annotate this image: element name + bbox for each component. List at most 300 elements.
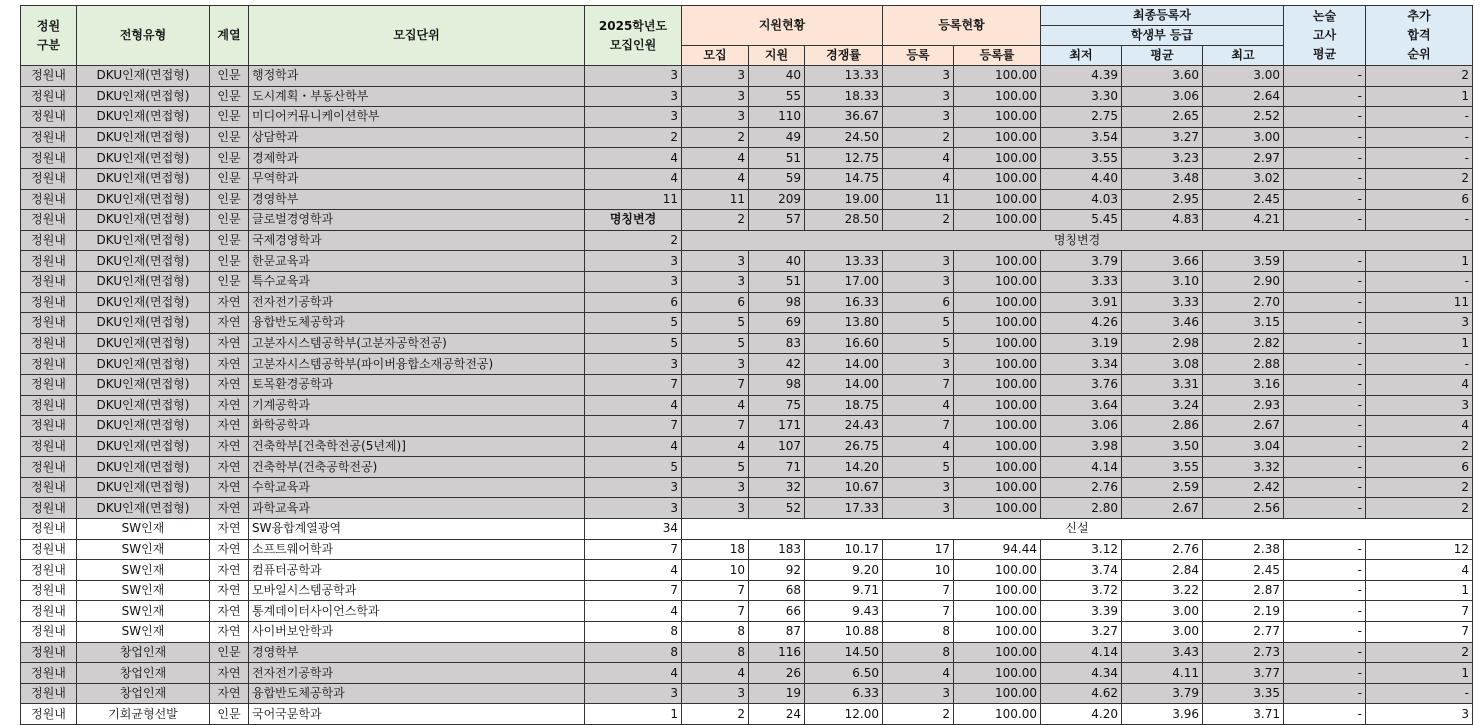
cell-applicants[interactable]: 107 <box>749 436 805 457</box>
cell-competition-rate[interactable]: 10.67 <box>805 477 883 498</box>
cell-quota-type[interactable]: 정원내 <box>21 313 77 334</box>
cell-grade-max[interactable]: 2.97 <box>1203 148 1284 169</box>
cell-admission-type[interactable]: DKU인재(면접형) <box>77 313 210 334</box>
cell-applicants[interactable]: 98 <box>749 374 805 395</box>
cell-grade-max[interactable]: 3.32 <box>1203 457 1284 478</box>
cell-essay-avg[interactable]: - <box>1284 663 1366 684</box>
cell-competition-rate[interactable]: 9.71 <box>805 580 883 601</box>
cell-competition-rate[interactable]: 36.67 <box>805 107 883 128</box>
cell-extra-rank[interactable]: - <box>1366 683 1473 704</box>
cell-enrolled[interactable]: 2 <box>883 127 954 148</box>
cell-quota-type[interactable]: 정원내 <box>21 395 77 416</box>
cell-quota-2025[interactable]: 7 <box>585 374 682 395</box>
cell-track[interactable]: 인문 <box>210 148 249 169</box>
cell-essay-avg[interactable]: - <box>1284 86 1366 107</box>
cell-grade-min[interactable]: 2.75 <box>1041 107 1122 128</box>
cell-enrolled[interactable]: 7 <box>883 580 954 601</box>
cell-quota-2025[interactable]: 5 <box>585 313 682 334</box>
cell-applicants[interactable]: 52 <box>749 498 805 519</box>
cell-grade-avg[interactable]: 3.31 <box>1122 374 1203 395</box>
cell-enroll-rate[interactable]: 100.00 <box>954 313 1041 334</box>
cell-unit[interactable]: 행정학과 <box>249 66 585 87</box>
cell-enrolled[interactable]: 3 <box>883 271 954 292</box>
cell-quota-type[interactable]: 정원내 <box>21 107 77 128</box>
cell-quota-2025[interactable]: 5 <box>585 457 682 478</box>
cell-applicants[interactable]: 83 <box>749 333 805 354</box>
cell-enrolled[interactable]: 8 <box>883 622 954 643</box>
cell-grade-min[interactable]: 4.14 <box>1041 457 1122 478</box>
cell-applicants[interactable]: 98 <box>749 292 805 313</box>
cell-grade-max[interactable]: 2.93 <box>1203 395 1284 416</box>
cell-quota-2025[interactable]: 3 <box>585 251 682 272</box>
cell-grade-min[interactable]: 3.91 <box>1041 292 1122 313</box>
cell-competition-rate[interactable]: 13.33 <box>805 251 883 272</box>
cell-quota-type[interactable]: 정원내 <box>21 416 77 437</box>
cell-grade-max[interactable]: 2.56 <box>1203 498 1284 519</box>
cell-grade-avg[interactable]: 2.95 <box>1122 189 1203 210</box>
cell-essay-avg[interactable]: - <box>1284 210 1366 231</box>
cell-grade-min[interactable]: 4.62 <box>1041 683 1122 704</box>
cell-competition-rate[interactable]: 10.17 <box>805 539 883 560</box>
cell-quota-type[interactable]: 정원내 <box>21 189 77 210</box>
cell-competition-rate[interactable]: 14.00 <box>805 374 883 395</box>
cell-enrolled[interactable]: 2 <box>883 210 954 231</box>
cell-enrolled[interactable]: 3 <box>883 498 954 519</box>
cell-extra-rank[interactable]: 11 <box>1366 292 1473 313</box>
cell-quota-2025[interactable]: 7 <box>585 580 682 601</box>
cell-quota-type[interactable]: 정원내 <box>21 148 77 169</box>
cell-essay-avg[interactable]: - <box>1284 683 1366 704</box>
cell-applicants[interactable]: 40 <box>749 251 805 272</box>
cell-admission-type[interactable]: SW인재 <box>77 519 210 540</box>
cell-grade-max[interactable]: 3.02 <box>1203 168 1284 189</box>
cell-enrolled[interactable]: 3 <box>883 477 954 498</box>
cell-unit[interactable]: 소프트웨어학과 <box>249 539 585 560</box>
cell-unit[interactable]: 건축학부(건축공학전공) <box>249 457 585 478</box>
cell-unit[interactable]: 모바일시스템공학과 <box>249 580 585 601</box>
cell-grade-avg[interactable]: 3.33 <box>1122 292 1203 313</box>
cell-competition-rate[interactable]: 24.43 <box>805 416 883 437</box>
cell-enroll-rate[interactable]: 94.44 <box>954 539 1041 560</box>
cell-enroll-rate[interactable]: 100.00 <box>954 663 1041 684</box>
cell-extra-rank[interactable]: 3 <box>1366 395 1473 416</box>
cell-grade-min[interactable]: 3.19 <box>1041 333 1122 354</box>
cell-unit[interactable]: 한문교육과 <box>249 251 585 272</box>
cell-quota-2025[interactable]: 4 <box>585 560 682 581</box>
cell-track[interactable]: 인문 <box>210 642 249 663</box>
cell-competition-rate[interactable]: 12.00 <box>805 704 883 725</box>
cell-grade-min[interactable]: 3.54 <box>1041 127 1122 148</box>
cell-extra-rank[interactable]: - <box>1366 148 1473 169</box>
cell-enroll-rate[interactable]: 100.00 <box>954 292 1041 313</box>
cell-recruit[interactable]: 7 <box>682 374 749 395</box>
cell-quota-2025[interactable]: 34 <box>585 519 682 540</box>
cell-essay-avg[interactable]: - <box>1284 374 1366 395</box>
cell-admission-type[interactable]: DKU인재(면접형) <box>77 251 210 272</box>
cell-track[interactable]: 자연 <box>210 416 249 437</box>
cell-enrolled[interactable]: 2 <box>883 704 954 725</box>
cell-track[interactable]: 자연 <box>210 354 249 375</box>
cell-grade-avg[interactable]: 2.86 <box>1122 416 1203 437</box>
cell-extra-rank[interactable]: - <box>1366 354 1473 375</box>
cell-recruit[interactable]: 3 <box>682 107 749 128</box>
cell-unit[interactable]: 융합반도체공학과 <box>249 683 585 704</box>
cell-quota-2025[interactable]: 1 <box>585 704 682 725</box>
cell-grade-min[interactable]: 4.14 <box>1041 642 1122 663</box>
cell-grade-max[interactable]: 2.19 <box>1203 601 1284 622</box>
cell-recruit[interactable]: 5 <box>682 457 749 478</box>
cell-grade-min[interactable]: 3.39 <box>1041 601 1122 622</box>
cell-recruit[interactable]: 10 <box>682 560 749 581</box>
cell-quota-2025[interactable]: 6 <box>585 292 682 313</box>
cell-admission-type[interactable]: 창업인재 <box>77 663 210 684</box>
cell-recruit[interactable]: 8 <box>682 622 749 643</box>
cell-track[interactable]: 인문 <box>210 127 249 148</box>
cell-grade-max[interactable]: 2.77 <box>1203 622 1284 643</box>
cell-unit[interactable]: 국제경영학과 <box>249 230 585 251</box>
cell-applicants[interactable]: 51 <box>749 148 805 169</box>
cell-competition-rate[interactable]: 16.60 <box>805 333 883 354</box>
cell-grade-avg[interactable]: 4.11 <box>1122 663 1203 684</box>
cell-essay-avg[interactable]: - <box>1284 622 1366 643</box>
cell-grade-avg[interactable]: 3.00 <box>1122 622 1203 643</box>
cell-admission-type[interactable]: SW인재 <box>77 622 210 643</box>
cell-grade-avg[interactable]: 3.50 <box>1122 436 1203 457</box>
cell-recruit[interactable]: 4 <box>682 436 749 457</box>
cell-competition-rate[interactable]: 9.20 <box>805 560 883 581</box>
cell-competition-rate[interactable]: 18.33 <box>805 86 883 107</box>
cell-enrolled[interactable]: 6 <box>883 292 954 313</box>
cell-admission-type[interactable]: DKU인재(면접형) <box>77 271 210 292</box>
cell-grade-min[interactable]: 3.33 <box>1041 271 1122 292</box>
cell-essay-avg[interactable]: - <box>1284 292 1366 313</box>
cell-grade-avg[interactable]: 3.08 <box>1122 354 1203 375</box>
cell-enrolled[interactable]: 4 <box>883 663 954 684</box>
cell-extra-rank[interactable]: 2 <box>1366 66 1473 87</box>
cell-competition-rate[interactable]: 17.00 <box>805 271 883 292</box>
cell-essay-avg[interactable]: - <box>1284 313 1366 334</box>
cell-grade-min[interactable]: 3.34 <box>1041 354 1122 375</box>
cell-grade-avg[interactable]: 2.59 <box>1122 477 1203 498</box>
cell-recruit[interactable]: 5 <box>682 313 749 334</box>
cell-recruit[interactable]: 4 <box>682 663 749 684</box>
cell-quota-type[interactable]: 정원내 <box>21 230 77 251</box>
cell-note[interactable]: 명칭변경 <box>682 230 1473 251</box>
cell-applicants[interactable]: 26 <box>749 663 805 684</box>
cell-quota-type[interactable]: 정원내 <box>21 168 77 189</box>
cell-competition-rate[interactable]: 13.80 <box>805 313 883 334</box>
cell-quota-type[interactable]: 정원내 <box>21 436 77 457</box>
cell-quota-type[interactable]: 정원내 <box>21 210 77 231</box>
cell-extra-rank[interactable]: 4 <box>1366 416 1473 437</box>
cell-quota-type[interactable]: 정원내 <box>21 374 77 395</box>
cell-essay-avg[interactable]: - <box>1284 477 1366 498</box>
cell-admission-type[interactable]: SW인재 <box>77 560 210 581</box>
cell-competition-rate[interactable]: 19.00 <box>805 189 883 210</box>
cell-essay-avg[interactable]: - <box>1284 498 1366 519</box>
cell-essay-avg[interactable]: - <box>1284 168 1366 189</box>
cell-admission-type[interactable]: DKU인재(면접형) <box>77 86 210 107</box>
cell-extra-rank[interactable]: 2 <box>1366 436 1473 457</box>
cell-unit[interactable]: 전자전기공학과 <box>249 663 585 684</box>
cell-admission-type[interactable]: DKU인재(면접형) <box>77 107 210 128</box>
cell-enrolled[interactable]: 3 <box>883 107 954 128</box>
cell-track[interactable]: 자연 <box>210 519 249 540</box>
cell-extra-rank[interactable]: 1 <box>1366 251 1473 272</box>
cell-competition-rate[interactable]: 10.88 <box>805 622 883 643</box>
cell-competition-rate[interactable]: 16.33 <box>805 292 883 313</box>
cell-grade-max[interactable]: 2.64 <box>1203 86 1284 107</box>
cell-unit[interactable]: 고분자시스템공학부(파이버융합소재공학전공) <box>249 354 585 375</box>
cell-quota-type[interactable]: 정원내 <box>21 292 77 313</box>
cell-quota-2025[interactable]: 4 <box>585 148 682 169</box>
cell-essay-avg[interactable]: - <box>1284 354 1366 375</box>
cell-grade-min[interactable]: 4.39 <box>1041 66 1122 87</box>
cell-track[interactable]: 자연 <box>210 560 249 581</box>
cell-grade-avg[interactable]: 3.00 <box>1122 601 1203 622</box>
cell-quota-type[interactable]: 정원내 <box>21 457 77 478</box>
cell-competition-rate[interactable]: 12.75 <box>805 148 883 169</box>
cell-essay-avg[interactable]: - <box>1284 333 1366 354</box>
cell-applicants[interactable]: 49 <box>749 127 805 148</box>
cell-essay-avg[interactable]: - <box>1284 601 1366 622</box>
cell-recruit[interactable]: 3 <box>682 271 749 292</box>
cell-track[interactable]: 자연 <box>210 395 249 416</box>
cell-grade-avg[interactable]: 3.22 <box>1122 580 1203 601</box>
cell-grade-max[interactable]: 2.88 <box>1203 354 1284 375</box>
cell-essay-avg[interactable]: - <box>1284 66 1366 87</box>
cell-enrolled[interactable]: 7 <box>883 416 954 437</box>
cell-grade-max[interactable]: 2.38 <box>1203 539 1284 560</box>
cell-admission-type[interactable]: 창업인재 <box>77 642 210 663</box>
cell-enroll-rate[interactable]: 100.00 <box>954 416 1041 437</box>
cell-grade-min[interactable]: 4.40 <box>1041 168 1122 189</box>
cell-grade-avg[interactable]: 2.67 <box>1122 498 1203 519</box>
cell-admission-type[interactable]: DKU인재(면접형) <box>77 292 210 313</box>
cell-essay-avg[interactable]: - <box>1284 539 1366 560</box>
cell-quota-type[interactable]: 정원내 <box>21 560 77 581</box>
cell-quota-2025[interactable]: 7 <box>585 539 682 560</box>
cell-quota-type[interactable]: 정원내 <box>21 642 77 663</box>
cell-applicants[interactable]: 32 <box>749 477 805 498</box>
cell-grade-min[interactable]: 4.03 <box>1041 189 1122 210</box>
cell-grade-avg[interactable]: 2.76 <box>1122 539 1203 560</box>
cell-quota-2025[interactable]: 7 <box>585 416 682 437</box>
cell-unit[interactable]: 특수교육과 <box>249 271 585 292</box>
cell-grade-avg[interactable]: 3.06 <box>1122 86 1203 107</box>
cell-enroll-rate[interactable]: 100.00 <box>954 622 1041 643</box>
cell-quota-type[interactable]: 정원내 <box>21 519 77 540</box>
cell-enrolled[interactable]: 3 <box>883 683 954 704</box>
cell-enrolled[interactable]: 17 <box>883 539 954 560</box>
cell-grade-min[interactable]: 3.27 <box>1041 622 1122 643</box>
cell-quota-type[interactable]: 정원내 <box>21 622 77 643</box>
cell-recruit[interactable]: 3 <box>682 66 749 87</box>
cell-enrolled[interactable]: 3 <box>883 251 954 272</box>
cell-grade-min[interactable]: 3.98 <box>1041 436 1122 457</box>
cell-unit[interactable]: 건축학부[건축학전공(5년제)] <box>249 436 585 457</box>
cell-grade-avg[interactable]: 2.65 <box>1122 107 1203 128</box>
cell-unit[interactable]: 국어국문학과 <box>249 704 585 725</box>
cell-applicants[interactable]: 24 <box>749 704 805 725</box>
cell-grade-avg[interactable]: 3.27 <box>1122 127 1203 148</box>
cell-admission-type[interactable]: DKU인재(면접형) <box>77 457 210 478</box>
cell-track[interactable]: 자연 <box>210 580 249 601</box>
cell-extra-rank[interactable]: 6 <box>1366 457 1473 478</box>
cell-quota-type[interactable]: 정원내 <box>21 66 77 87</box>
cell-recruit[interactable]: 3 <box>682 251 749 272</box>
cell-recruit[interactable]: 3 <box>682 477 749 498</box>
cell-enroll-rate[interactable]: 100.00 <box>954 168 1041 189</box>
cell-extra-rank[interactable]: 2 <box>1366 168 1473 189</box>
cell-admission-type[interactable]: SW인재 <box>77 580 210 601</box>
cell-grade-max[interactable]: 3.00 <box>1203 66 1284 87</box>
cell-enroll-rate[interactable]: 100.00 <box>954 683 1041 704</box>
cell-applicants[interactable]: 68 <box>749 580 805 601</box>
cell-applicants[interactable]: 209 <box>749 189 805 210</box>
cell-enrolled[interactable]: 11 <box>883 189 954 210</box>
cell-admission-type[interactable]: DKU인재(면접형) <box>77 416 210 437</box>
cell-competition-rate[interactable]: 14.20 <box>805 457 883 478</box>
cell-quota-type[interactable]: 정원내 <box>21 580 77 601</box>
cell-applicants[interactable]: 92 <box>749 560 805 581</box>
cell-essay-avg[interactable]: - <box>1284 642 1366 663</box>
cell-applicants[interactable]: 55 <box>749 86 805 107</box>
cell-track[interactable]: 인문 <box>210 86 249 107</box>
cell-enrolled[interactable]: 5 <box>883 457 954 478</box>
cell-enroll-rate[interactable]: 100.00 <box>954 189 1041 210</box>
cell-quota-type[interactable]: 정원내 <box>21 354 77 375</box>
cell-grade-min[interactable]: 2.76 <box>1041 477 1122 498</box>
cell-grade-avg[interactable]: 3.10 <box>1122 271 1203 292</box>
cell-grade-max[interactable]: 3.35 <box>1203 683 1284 704</box>
cell-applicants[interactable]: 183 <box>749 539 805 560</box>
cell-quota-type[interactable]: 정원내 <box>21 271 77 292</box>
cell-unit[interactable]: 수학교육과 <box>249 477 585 498</box>
cell-essay-avg[interactable]: - <box>1284 271 1366 292</box>
cell-grade-min[interactable]: 3.55 <box>1041 148 1122 169</box>
cell-unit[interactable]: 융합반도체공학과 <box>249 313 585 334</box>
cell-recruit[interactable]: 8 <box>682 642 749 663</box>
cell-track[interactable]: 자연 <box>210 601 249 622</box>
cell-essay-avg[interactable]: - <box>1284 107 1366 128</box>
cell-applicants[interactable]: 59 <box>749 168 805 189</box>
cell-recruit[interactable]: 5 <box>682 333 749 354</box>
cell-track[interactable]: 자연 <box>210 539 249 560</box>
cell-applicants[interactable]: 69 <box>749 313 805 334</box>
cell-grade-min[interactable]: 5.45 <box>1041 210 1122 231</box>
cell-extra-rank[interactable]: 1 <box>1366 333 1473 354</box>
cell-enroll-rate[interactable]: 100.00 <box>954 704 1041 725</box>
cell-admission-type[interactable]: DKU인재(면접형) <box>77 230 210 251</box>
cell-enroll-rate[interactable]: 100.00 <box>954 354 1041 375</box>
cell-quota-type[interactable]: 정원내 <box>21 127 77 148</box>
cell-enrolled[interactable]: 4 <box>883 148 954 169</box>
cell-extra-rank[interactable]: 1 <box>1366 86 1473 107</box>
cell-admission-type[interactable]: DKU인재(면접형) <box>77 374 210 395</box>
cell-recruit[interactable]: 18 <box>682 539 749 560</box>
cell-grade-min[interactable]: 3.74 <box>1041 560 1122 581</box>
cell-enrolled[interactable]: 7 <box>883 601 954 622</box>
cell-grade-max[interactable]: 3.04 <box>1203 436 1284 457</box>
cell-quota-2025[interactable]: 명칭변경 <box>585 210 682 231</box>
cell-track[interactable]: 자연 <box>210 333 249 354</box>
cell-enroll-rate[interactable]: 100.00 <box>954 127 1041 148</box>
cell-essay-avg[interactable]: - <box>1284 395 1366 416</box>
cell-quota-2025[interactable]: 4 <box>585 436 682 457</box>
cell-enroll-rate[interactable]: 100.00 <box>954 107 1041 128</box>
cell-enrolled[interactable]: 4 <box>883 395 954 416</box>
cell-grade-min[interactable]: 3.79 <box>1041 251 1122 272</box>
cell-quota-2025[interactable]: 3 <box>585 271 682 292</box>
cell-enroll-rate[interactable]: 100.00 <box>954 86 1041 107</box>
cell-grade-max[interactable]: 3.77 <box>1203 663 1284 684</box>
cell-competition-rate[interactable]: 9.43 <box>805 601 883 622</box>
cell-enroll-rate[interactable]: 100.00 <box>954 148 1041 169</box>
cell-enrolled[interactable]: 3 <box>883 354 954 375</box>
cell-quota-type[interactable]: 정원내 <box>21 683 77 704</box>
cell-quota-type[interactable]: 정원내 <box>21 251 77 272</box>
cell-extra-rank[interactable]: 2 <box>1366 498 1473 519</box>
cell-recruit[interactable]: 4 <box>682 395 749 416</box>
cell-recruit[interactable]: 4 <box>682 148 749 169</box>
cell-admission-type[interactable]: 창업인재 <box>77 683 210 704</box>
cell-quota-2025[interactable]: 4 <box>585 663 682 684</box>
cell-grade-max[interactable]: 2.45 <box>1203 560 1284 581</box>
cell-grade-min[interactable]: 4.34 <box>1041 663 1122 684</box>
cell-extra-rank[interactable]: 12 <box>1366 539 1473 560</box>
cell-extra-rank[interactable]: 2 <box>1366 642 1473 663</box>
cell-admission-type[interactable]: DKU인재(면접형) <box>77 333 210 354</box>
cell-quota-type[interactable]: 정원내 <box>21 663 77 684</box>
cell-enroll-rate[interactable]: 100.00 <box>954 477 1041 498</box>
cell-admission-type[interactable]: SW인재 <box>77 539 210 560</box>
cell-quota-type[interactable]: 정원내 <box>21 477 77 498</box>
cell-grade-max[interactable]: 3.00 <box>1203 127 1284 148</box>
cell-recruit[interactable]: 7 <box>682 580 749 601</box>
cell-grade-min[interactable]: 4.20 <box>1041 704 1122 725</box>
cell-unit[interactable]: 경영학부 <box>249 189 585 210</box>
cell-quota-2025[interactable]: 11 <box>585 189 682 210</box>
cell-quota-2025[interactable]: 4 <box>585 168 682 189</box>
cell-applicants[interactable]: 40 <box>749 66 805 87</box>
cell-enroll-rate[interactable]: 100.00 <box>954 580 1041 601</box>
cell-grade-avg[interactable]: 3.24 <box>1122 395 1203 416</box>
cell-track[interactable]: 자연 <box>210 292 249 313</box>
cell-enroll-rate[interactable]: 100.00 <box>954 210 1041 231</box>
cell-competition-rate[interactable]: 26.75 <box>805 436 883 457</box>
cell-extra-rank[interactable]: 7 <box>1366 601 1473 622</box>
cell-quota-2025[interactable]: 8 <box>585 622 682 643</box>
cell-applicants[interactable]: 171 <box>749 416 805 437</box>
cell-quota-2025[interactable]: 3 <box>585 683 682 704</box>
cell-extra-rank[interactable]: 1 <box>1366 580 1473 601</box>
cell-extra-rank[interactable]: 3 <box>1366 704 1473 725</box>
cell-grade-avg[interactable]: 3.23 <box>1122 148 1203 169</box>
cell-enrolled[interactable]: 4 <box>883 168 954 189</box>
cell-extra-rank[interactable]: - <box>1366 271 1473 292</box>
cell-quota-type[interactable]: 정원내 <box>21 333 77 354</box>
cell-note[interactable]: 신설 <box>682 519 1473 540</box>
cell-recruit[interactable]: 2 <box>682 704 749 725</box>
cell-competition-rate[interactable]: 14.75 <box>805 168 883 189</box>
cell-enrolled[interactable]: 5 <box>883 333 954 354</box>
cell-admission-type[interactable]: DKU인재(면접형) <box>77 189 210 210</box>
cell-grade-avg[interactable]: 3.46 <box>1122 313 1203 334</box>
cell-applicants[interactable]: 75 <box>749 395 805 416</box>
cell-grade-min[interactable]: 3.30 <box>1041 86 1122 107</box>
cell-enroll-rate[interactable]: 100.00 <box>954 436 1041 457</box>
